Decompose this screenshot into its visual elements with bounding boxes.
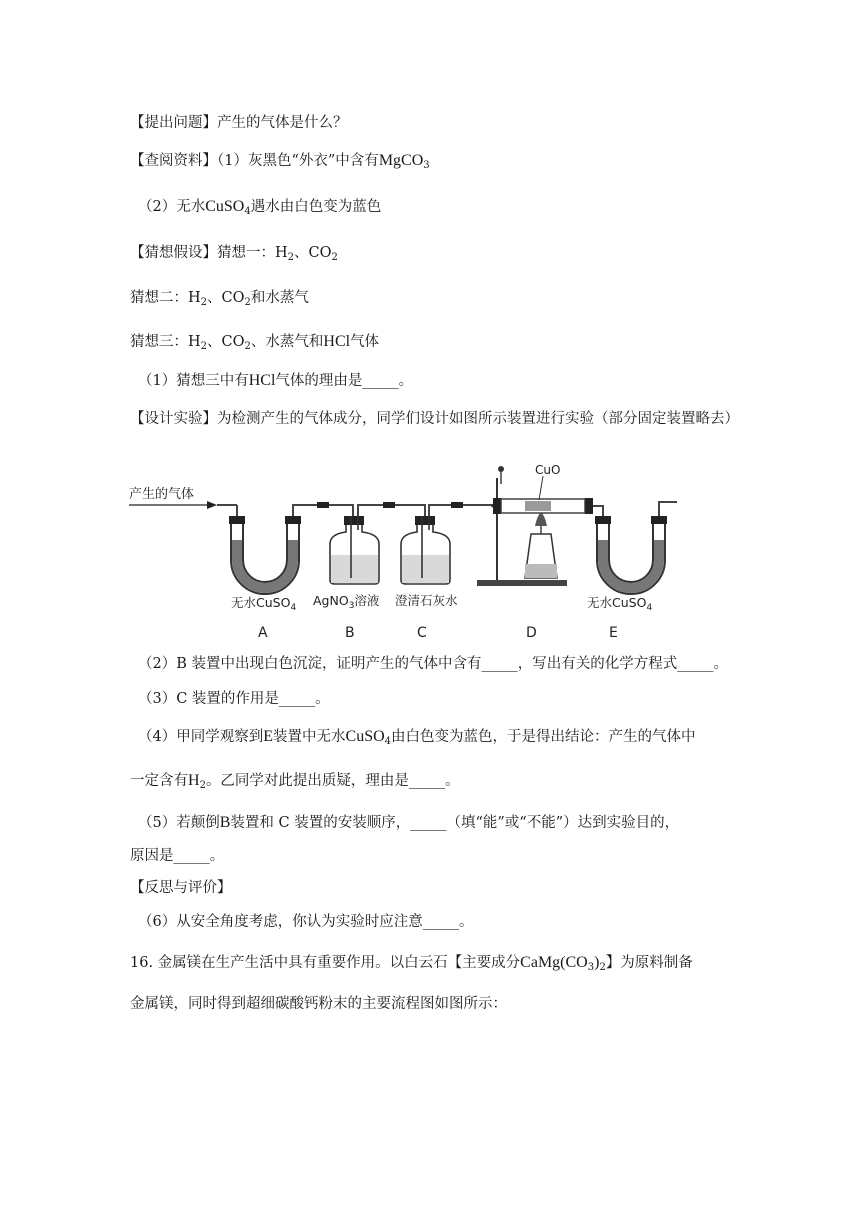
label-b: B: [345, 625, 355, 641]
label-e-name: 无水CuSO$_4$: [587, 595, 653, 613]
cuo-label: CuO: [535, 463, 561, 477]
question-heading: 【提出问题】产生的气体是什么？: [130, 115, 348, 131]
reference-2: （2）无水CuSO$_4$遇水由白色变为蓝色: [138, 198, 382, 217]
question-1: （1）猜想三中有HCl气体的理由是_____。: [138, 372, 414, 389]
bottle-c: [401, 516, 450, 584]
reference-1: 【查阅资料】（1）灰黑色“外衣”中含有MgCO$_3$: [130, 152, 430, 171]
question-4-cont: 一定含有$H_2$。乙同学对此提出质疑，理由是_____。: [130, 772, 460, 791]
label-c: C: [417, 625, 427, 641]
gas-label: 产生的气体: [129, 487, 195, 502]
reflection-heading: 【反思与评价】: [130, 880, 232, 896]
hypothesis-2: 猜想二：$H_2$、$CO_2$和水蒸气: [130, 290, 309, 308]
question-3: （3）C 装置的作用是_____。: [138, 691, 330, 707]
question-6: （6）从安全角度考虑，你认为实验时应注意_____。: [138, 914, 474, 930]
question-16-cont: 金属镁，同时得到超细碳酸钙粉末的主要流程图如图所示：: [130, 996, 507, 1012]
label-d: D: [526, 625, 537, 641]
label-e: E: [609, 625, 618, 641]
label-a: A: [258, 625, 268, 641]
label-b-name: AgNO$_3$溶液: [313, 593, 380, 611]
question-5: （5）若颠倒B装置和 C 装置的安装顺序，_____（填“能”或“不能”）达到实验目的，: [138, 814, 680, 831]
hypothesis-1: 【猜想假设】猜想一：$H_2$、$CO_2$: [130, 245, 338, 263]
apparatus-diagram: [125, 460, 685, 645]
bottle-b: [330, 516, 379, 584]
u-tube-a: [229, 516, 301, 594]
u-tube-e: [595, 516, 667, 594]
gas-arrow: [129, 501, 217, 509]
question-16: 16. 金属镁在生产生活中具有重要作用。以白云石【主要成分$CaMg(CO_3)_2$】为原料制备: [130, 954, 693, 973]
question-5-cont: 原因是_____。: [130, 848, 225, 864]
heating-setup-d: [477, 463, 593, 586]
label-c-name: 澄清石灰水: [395, 593, 458, 608]
design-paragraph: 【设计实验】为检测产生的气体成分，同学们设计如图所示装置进行实验（部分固定装置略去）: [130, 411, 739, 427]
question-2: （2）B 装置中出现白色沉淀，证明产生的气体中含有_____，写出有关的化学方程式_____。: [138, 656, 728, 672]
hypothesis-3: 猜想三：$H_2$、$CO_2$、水蒸气和HCl气体: [130, 333, 380, 352]
question-4: （4）甲同学观察到E装置中无水CuSO$_4$由白色变为蓝色，于是得出结论：产生的气体中: [138, 728, 696, 747]
label-a-name: 无水CuSO$_4$: [231, 595, 297, 613]
